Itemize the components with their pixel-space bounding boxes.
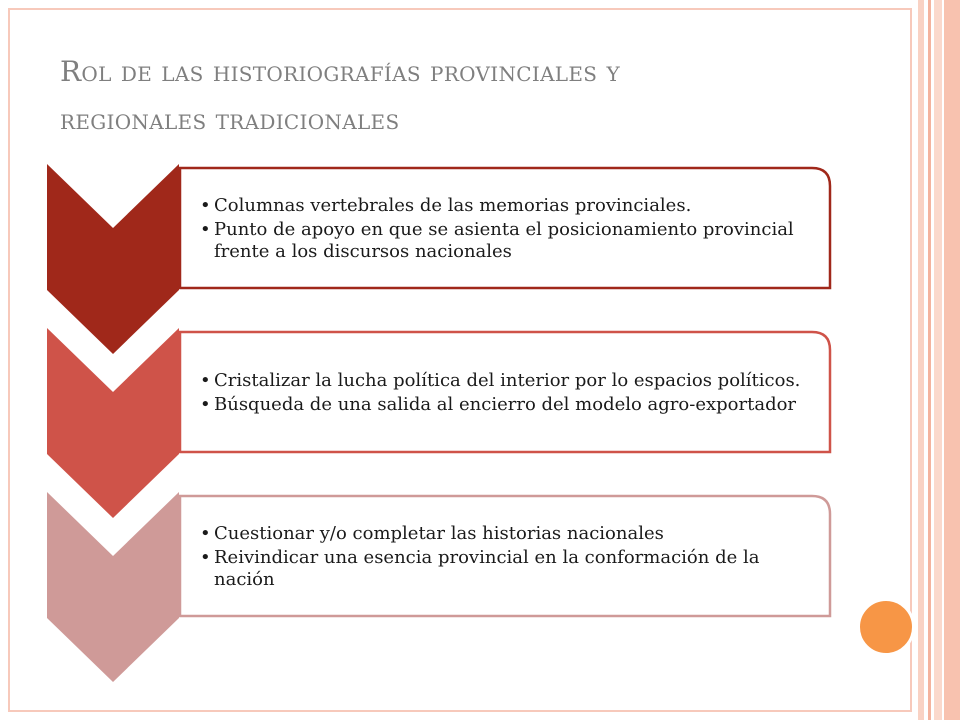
row-2-bullet-2: • Búsqueda de una salida al encierro del modelo agro-exportador (200, 394, 812, 416)
row-2-chevron (47, 328, 179, 518)
row-1-bullet-list (200, 193, 812, 265)
row-3-bullet-1: • Cuestionar y/o completar las historias nacionales (200, 523, 812, 545)
row-2-bullet-list (200, 368, 812, 418)
row-1-bullet-2: • Punto de apoyo en que se asienta el posicionamiento provincial frente a los discursos nacionales (200, 219, 812, 263)
row-3-bullet-list (200, 521, 812, 593)
row-3-chevron (47, 492, 179, 682)
title-line-1: Rol de las historiografías provinciales y (60, 55, 620, 88)
row-3-content (180, 498, 830, 616)
row-2-content (180, 334, 830, 452)
row-1-content (180, 170, 830, 288)
title-line-2: regionales tradicionales (60, 103, 400, 136)
row-1-bullet-1: • Columnas vertebrales de las memorias provinciales. (200, 195, 812, 217)
decor-orange-circle (857, 598, 915, 656)
row-2-bullet-1: • Cristalizar la lucha política del interior por lo espacios políticos. (200, 370, 812, 392)
row-1-chevron (47, 164, 179, 354)
row-3-bullet-2: • Reivindicar una esencia provincial en la conformación de la nación (200, 547, 812, 591)
